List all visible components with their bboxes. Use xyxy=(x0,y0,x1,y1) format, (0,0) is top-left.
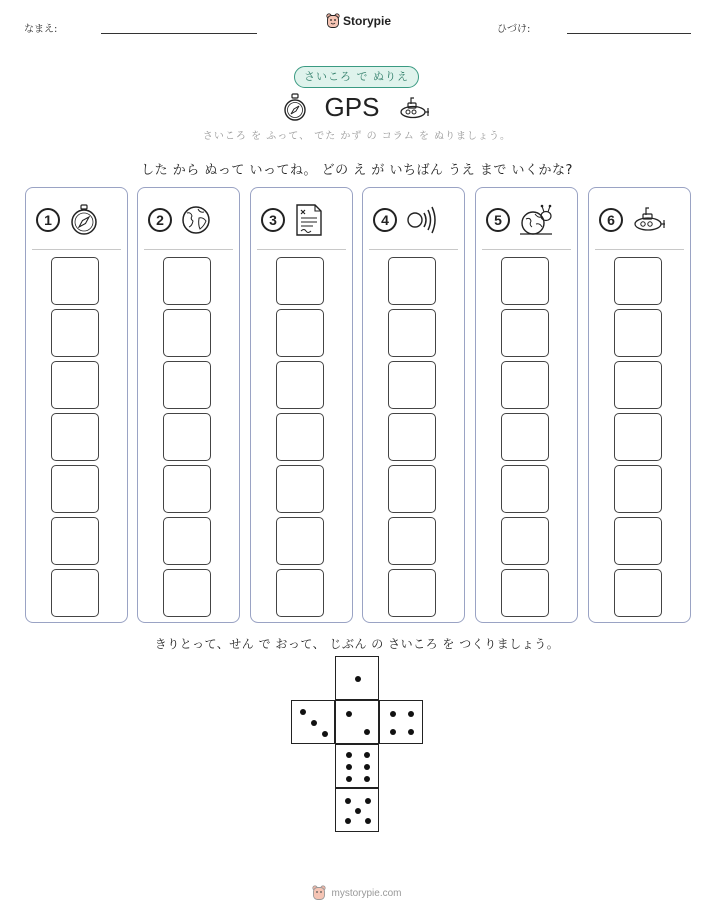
coloring-box[interactable] xyxy=(388,465,436,513)
die-pip xyxy=(364,776,370,782)
column-1 xyxy=(25,187,128,623)
die-pip xyxy=(300,709,306,715)
coloring-box[interactable] xyxy=(163,257,211,305)
compass-icon xyxy=(283,93,307,123)
die-face-5 xyxy=(335,788,379,832)
coloring-box[interactable] xyxy=(388,517,436,565)
coloring-box[interactable] xyxy=(51,465,99,513)
cut-instruction: きりとって、せん で おって、 じぶん の さいころ を つくりましょう。 xyxy=(154,637,560,651)
die-face-1 xyxy=(335,656,379,700)
die-pip xyxy=(364,752,370,758)
coloring-box[interactable] xyxy=(501,257,549,305)
coloring-box[interactable] xyxy=(163,361,211,409)
submarine-icon xyxy=(631,205,667,235)
die-pip xyxy=(365,798,371,804)
coloring-box[interactable] xyxy=(276,569,324,617)
globe-icon xyxy=(180,204,212,236)
coloring-box[interactable] xyxy=(388,361,436,409)
die-pip xyxy=(408,729,414,735)
coloring-box[interactable] xyxy=(276,517,324,565)
die-pip xyxy=(345,818,351,824)
die-face-2 xyxy=(335,700,379,744)
name-label: なまえ: xyxy=(24,24,58,35)
title-row xyxy=(0,92,714,123)
column-header xyxy=(599,202,684,238)
column-header xyxy=(36,202,121,238)
coloring-box[interactable] xyxy=(51,257,99,305)
coloring-box[interactable] xyxy=(614,309,662,357)
coloring-box[interactable] xyxy=(388,569,436,617)
column-divider xyxy=(257,249,346,250)
footer-url[interactable]: mystorypie.com xyxy=(331,887,402,899)
storypie-mascot-icon xyxy=(312,885,326,901)
subtitle: さいころ を ふって、 でた かず の コラム を ぬりましょう。 xyxy=(202,131,512,142)
die-face-4 xyxy=(379,700,423,744)
column-5 xyxy=(475,187,578,623)
coloring-box[interactable] xyxy=(163,569,211,617)
page-title: GPS xyxy=(324,92,380,122)
coloring-box[interactable] xyxy=(614,465,662,513)
coloring-box[interactable] xyxy=(614,257,662,305)
column-number: 4 xyxy=(373,208,397,232)
category-pill: さいころ で ぬりえ xyxy=(294,66,419,88)
column-header xyxy=(261,202,346,238)
coloring-box[interactable] xyxy=(51,361,99,409)
coloring-box[interactable] xyxy=(388,257,436,305)
coloring-box[interactable] xyxy=(388,413,436,461)
footer xyxy=(0,885,714,901)
document-icon xyxy=(293,203,325,237)
die-pip xyxy=(390,711,396,717)
coloring-box[interactable] xyxy=(501,465,549,513)
coloring-box[interactable] xyxy=(614,361,662,409)
coloring-box[interactable] xyxy=(51,569,99,617)
submarine-icon xyxy=(397,94,431,122)
column-divider xyxy=(482,249,571,250)
die-pip xyxy=(408,711,414,717)
column-header xyxy=(486,202,571,238)
signal-icon xyxy=(405,204,439,236)
die-pip xyxy=(346,764,352,770)
storypie-mascot-icon xyxy=(326,13,340,29)
die-pip xyxy=(390,729,396,735)
column-header xyxy=(148,202,233,238)
coloring-box[interactable] xyxy=(614,517,662,565)
date-line[interactable] xyxy=(567,33,691,34)
die-pip xyxy=(311,720,317,726)
column-divider xyxy=(369,249,458,250)
die-pip xyxy=(322,731,328,737)
coloring-box[interactable] xyxy=(51,309,99,357)
coloring-box[interactable] xyxy=(163,465,211,513)
die-pip xyxy=(346,776,352,782)
compass-icon xyxy=(68,204,100,236)
die-pip xyxy=(355,676,361,682)
coloring-box[interactable] xyxy=(163,413,211,461)
column-3 xyxy=(250,187,353,623)
die-pip xyxy=(365,818,371,824)
coloring-box[interactable] xyxy=(501,569,549,617)
column-6 xyxy=(588,187,691,623)
coloring-box[interactable] xyxy=(163,309,211,357)
die-pip xyxy=(346,752,352,758)
column-divider xyxy=(595,249,684,250)
coloring-box[interactable] xyxy=(51,413,99,461)
logo-text: Storypie xyxy=(343,14,392,28)
column-header xyxy=(373,202,458,238)
column-number: 2 xyxy=(148,208,172,232)
snail-icon xyxy=(518,204,554,236)
coloring-box[interactable] xyxy=(388,309,436,357)
coloring-box[interactable] xyxy=(276,361,324,409)
coloring-box[interactable] xyxy=(276,465,324,513)
coloring-box[interactable] xyxy=(501,361,549,409)
column-2 xyxy=(137,187,240,623)
coloring-box[interactable] xyxy=(276,309,324,357)
column-divider xyxy=(32,249,121,250)
die-pip xyxy=(355,808,361,814)
column-number: 6 xyxy=(599,208,623,232)
instruction: した から ぬって いってね。 どの え が いちばん うえ まで いくかな? xyxy=(141,163,573,178)
column-number: 3 xyxy=(261,208,285,232)
name-line[interactable] xyxy=(101,33,257,34)
coloring-box[interactable] xyxy=(501,517,549,565)
coloring-box[interactable] xyxy=(614,569,662,617)
die-pip xyxy=(346,711,352,717)
die-face-3 xyxy=(291,700,335,744)
die-pip xyxy=(364,729,370,735)
column-divider xyxy=(144,249,233,250)
coloring-box[interactable] xyxy=(276,413,324,461)
column-number: 5 xyxy=(486,208,510,232)
coloring-box[interactable] xyxy=(501,309,549,357)
date-label: ひづけ: xyxy=(497,24,531,35)
coloring-box[interactable] xyxy=(501,413,549,461)
column-number: 1 xyxy=(36,208,60,232)
coloring-box[interactable] xyxy=(163,517,211,565)
coloring-box[interactable] xyxy=(614,413,662,461)
logo xyxy=(326,13,391,29)
coloring-box[interactable] xyxy=(51,517,99,565)
die-pip xyxy=(345,798,351,804)
die-pip xyxy=(364,764,370,770)
column-4 xyxy=(362,187,465,623)
coloring-box[interactable] xyxy=(276,257,324,305)
die-face-6 xyxy=(335,744,379,788)
